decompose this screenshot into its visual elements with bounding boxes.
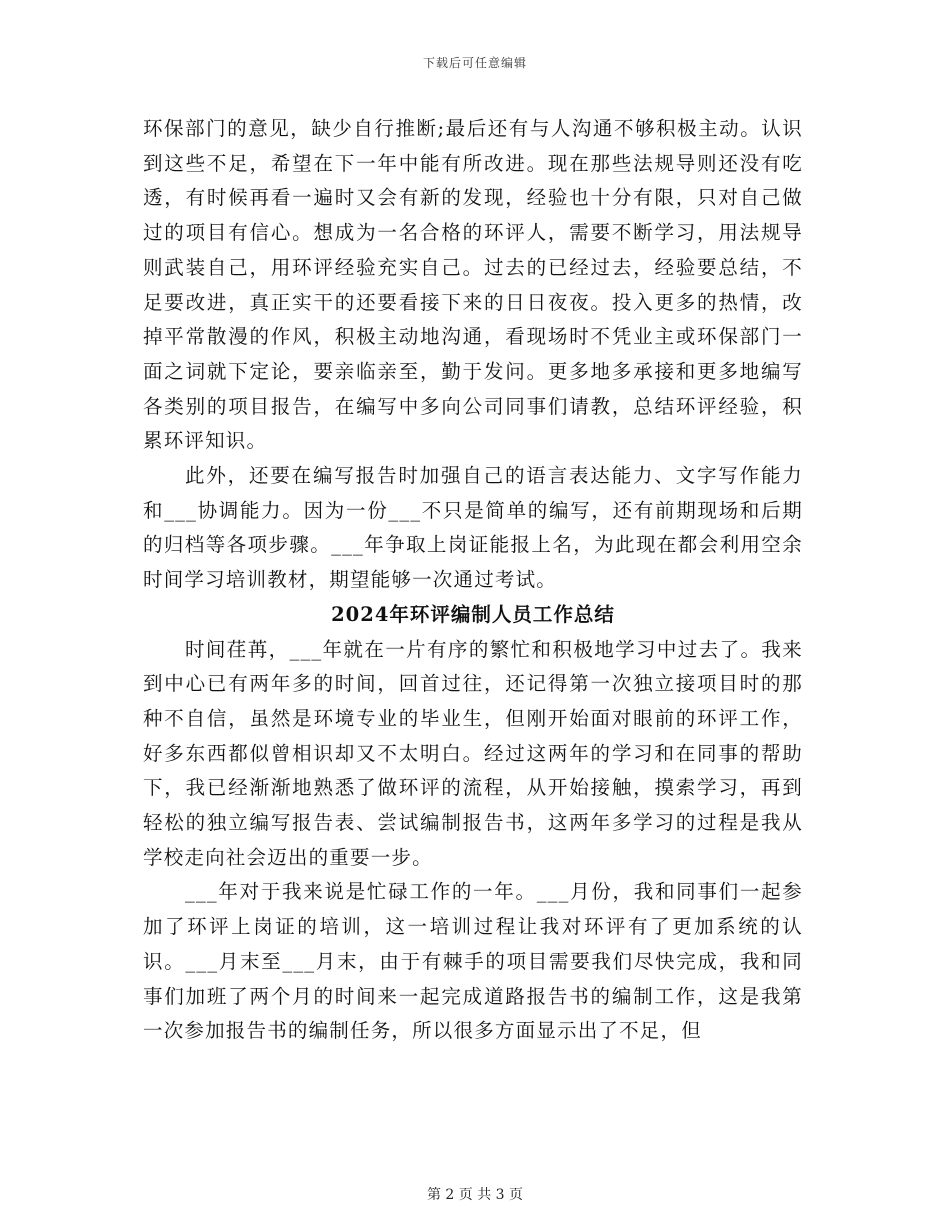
page-header: 下载后可任意编辑 [422,56,527,70]
document-body [143,112,803,1049]
paragraph: 环保部门的意见，缺少自行推断;最后还有与人沟通不够积极主动。认识到这些不足，希望在下一年中能有所改进。现在那些法规导则还没有吃透，有时候再看一遍时又会有新的发现，经验也十分有限，只对自己做过的项目有信心。想成为一名合格的环评人，需要不断学习，用法规导则武装自己，用环评经验充实自己。过去的已经过去，经验要总结，不足要改进，真正实干的还要看接下来的日日夜夜。投入更多的热情，改掉平常散漫的作风，积极主动地沟通，看现场时不凭业主或环保部门一面之词就下定论，要亲临亲至，勤于发问。更多地多承接和更多地编写各类别的项目报告，在编写中多向公司同事们请教，总结环评经验，积累环评知识。 [143,117,803,453]
section-title: 2024年环评编制人员工作总结 [331,602,615,626]
paragraph: 时间荏苒，___年就在一片有序的繁忙和积极地学习中过去了。我来到中心已有两年多的时间，回首过往，还记得第一次独立接项目时的那种不自信，虽然是环境专业的毕业生，但刚开始面对眼前的环评工作，好多东西都似曾相识却又不太明白。经过这两年的学习和在同事的帮助下，我已经渐渐地熟悉了做环评的流程，从开始接触，摸索学习，再到轻松的独立编写报告表、尝试编制报告书，这两年多学习的过程是我从学校走向社会迈出的重要一步。 [143,637,803,869]
paragraph: 此外，还要在编写报告时加强自己的语言表达能力、文字写作能力和___协调能力。因为一份___不只是简单的编写，还有前期现场和后期的归档等各项步骤。___年争取上岗证能报上名，为此现在都会利用空余时间学习培训教材，期望能够一次通过考试。 [143,464,803,592]
paragraph: ___年对于我来说是忙碌工作的一年。___月份，我和同事们一起参加了环评上岗证的培训，这一培训过程让我对环评有了更加系统的认识。___月末至___月末，由于有棘手的项目需要我们尽快完成，我和同事们加班了两个月的时间来一起完成道路报告书的编制工作，这是我第一次参加报告书的编制任务，所以很多方面显示出了不足，但 [143,880,803,1043]
page-number: 第 2 页 共 3 页 [426,1187,524,1203]
